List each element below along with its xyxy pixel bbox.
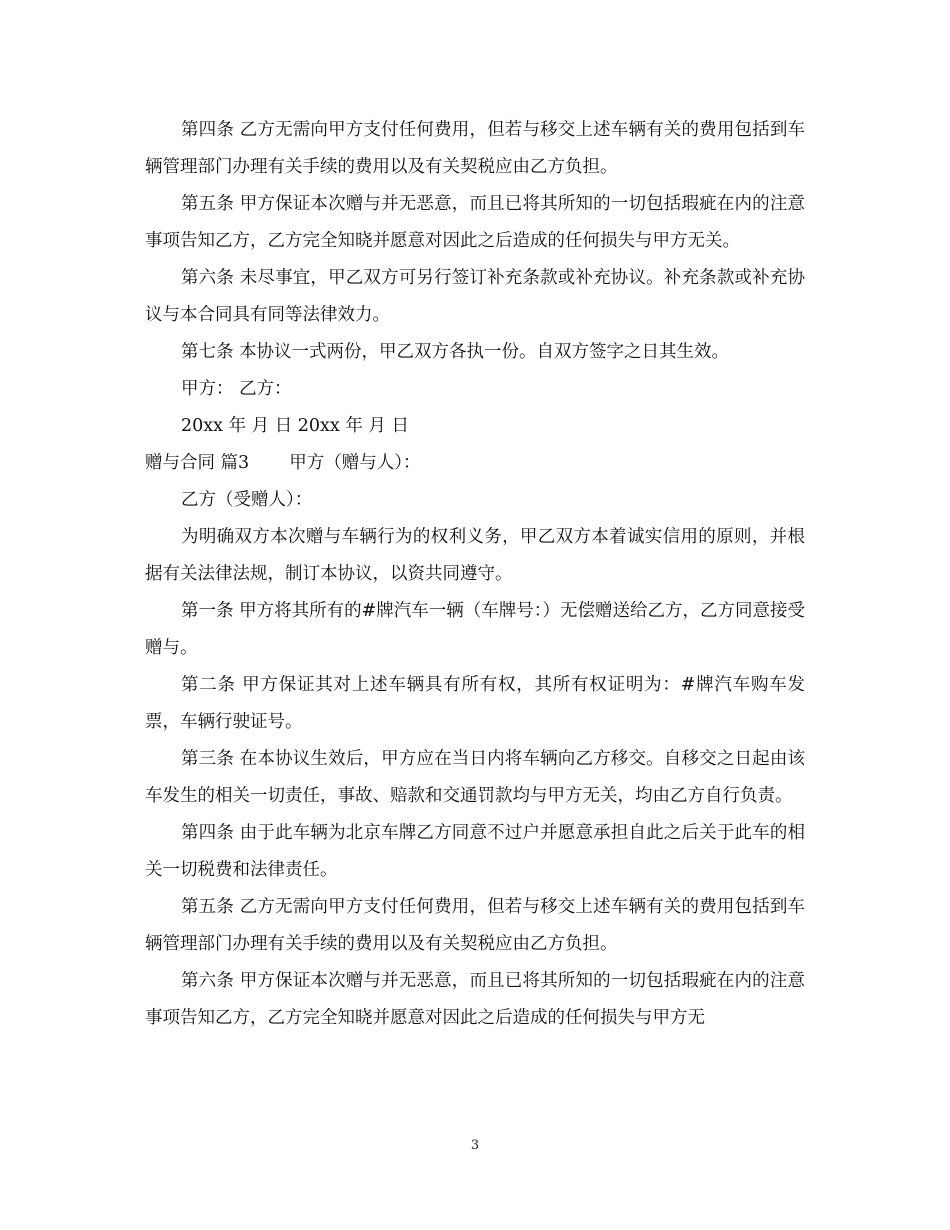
clause-4: 第四条 乙方无需向甲方支付任何费用，但若与移交上述车辆有关的费用包括到车辆管理部门办理有关手续的费用以及有关契税应由乙方负担。 [145,120,805,177]
clause-5: 第五条 甲方保证本次赠与并无恶意，而且已将其所知的一切包括瑕疵在内的注意事项告知乙方，乙方完全知晓并愿意对因此之后造成的任何损失与甲方无关。 [145,194,805,251]
article-3: 第三条 在本协议生效后，甲方应在当日内将车辆向乙方移交。自移交之日起由该车发生的相关一切责任，事故、赔款和交通罚款均与甲方无关，均由乙方自行负责。 [145,749,805,806]
page-number: 3 [470,1138,480,1153]
article-5: 第五条 乙方无需向甲方支付任何费用，但若与移交上述车辆有关的费用包括到车辆管理部门办理有关手续的费用以及有关契税应由乙方负担。 [145,897,805,954]
clause-7: 第七条 本协议一式两份，甲乙双方各执一份。自双方签字之日其生效。 [181,342,730,362]
section-title: 赠与合同 篇3 [145,453,250,473]
signature-dates: 20xx 年 月 日 20xx 年 月 日 [181,416,409,436]
document-body [145,112,805,1037]
party-b-label: 乙方（受赠人）： [181,490,313,510]
clause-6: 第六条 未尽事宜，甲乙双方可另行签订补充条款或补充协议。补充条款或补充协议与本合同具有同等法律效力。 [145,268,805,325]
party-a-label: 甲方（赠与人）： [289,453,421,473]
article-6: 第六条 甲方保证本次赠与并无恶意，而且已将其所知的一切包括瑕疵在内的注意事项告知乙方，乙方完全知晓并愿意对因此之后造成的任何损失与甲方无 [145,971,805,1028]
signature-parties: 甲方： 乙方： [181,379,292,399]
article-1: 第一条 甲方将其所有的#牌汽车一辆（车牌号：）无偿赠送给乙方，乙方同意接受赠与。 [145,601,805,658]
article-2: 第二条 甲方保证其对上述车辆具有所有权，其所有权证明为：#牌汽车购车发票，车辆行驶证号。 [145,675,805,732]
section-heading [145,445,805,482]
article-4: 第四条 由于此车辆为北京车牌乙方同意不过户并愿意承担自此之后关于此车的相关一切税费和法律责任。 [145,823,805,880]
preamble: 为明确双方本次赠与车辆行为的权利义务，甲乙双方本着诚实信用的原则，并根据有关法律法规，制订本协议，以资共同遵守。 [145,527,805,584]
